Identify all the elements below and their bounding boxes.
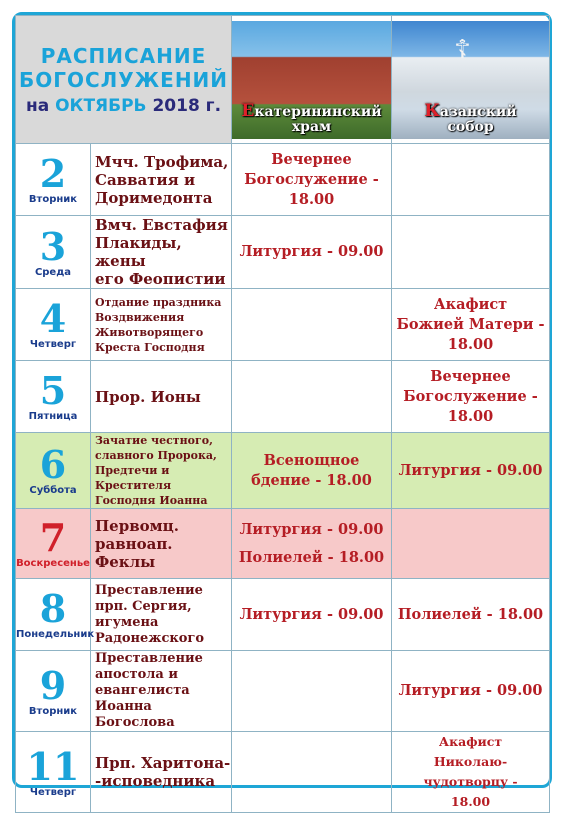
- feast-line: Плакиды, жены: [95, 234, 182, 270]
- church1-header: [232, 16, 392, 144]
- weekday: Воскресенье: [16, 558, 90, 569]
- feast-line: Прп. Харитона-: [95, 754, 231, 772]
- church2-photo: [392, 21, 549, 139]
- weekday: Пятница: [28, 411, 78, 422]
- feast-line: прп. Сергия,: [95, 598, 192, 614]
- feast-cell: [91, 289, 232, 361]
- day-number: 8: [39, 586, 67, 631]
- feast-line: Воздвижения: [95, 310, 185, 324]
- church2-service-cell: [392, 216, 550, 289]
- feast-line: Прор. Ионы: [95, 387, 201, 406]
- day-number: 9: [39, 662, 67, 708]
- service-line: Богослужение -: [403, 387, 538, 405]
- feast-line: славного Пророка,: [95, 449, 217, 462]
- schedule-row: [16, 144, 550, 216]
- feast-line: Господня Иоанна: [95, 494, 208, 507]
- church2-service-cell: [392, 732, 550, 813]
- feast-line: Первомц.: [95, 516, 179, 535]
- feast-cell: [91, 433, 232, 509]
- schedule-row: [16, 433, 550, 509]
- title-cell: [16, 16, 232, 144]
- schedule-table: [15, 15, 550, 813]
- day-number: 11: [26, 743, 80, 789]
- schedule-row: [16, 651, 550, 732]
- feast-cell: [91, 361, 232, 433]
- service-line: Божией Матери -: [396, 315, 545, 333]
- service-line: Литургия - 09.00: [398, 682, 543, 699]
- schedule-row: [16, 732, 550, 813]
- weekday: Вторник: [28, 194, 78, 205]
- header-row: [16, 16, 550, 144]
- feast-line: Отдание праздника: [95, 295, 222, 309]
- service-line: Литургия - 09.00: [239, 520, 384, 538]
- title-line2: БОГОСЛУЖЕНИЙ: [18, 67, 229, 92]
- weekday: Четверг: [29, 339, 77, 350]
- service-line: Николаю-чудотворцу -: [423, 754, 518, 789]
- feast-cell: [91, 216, 232, 289]
- feast-line: -исповедника: [95, 772, 216, 790]
- church1-photo: [232, 21, 391, 139]
- feast-line: Доримедонта: [95, 188, 213, 207]
- service-line: бдение - 18.00: [251, 471, 372, 489]
- church2-service-cell: [392, 361, 550, 433]
- feast-cell: [91, 509, 232, 579]
- weekday: Понедельник: [16, 629, 95, 640]
- schedule-row: [16, 289, 550, 361]
- weekday: Среда: [34, 266, 72, 278]
- day-cell: [16, 579, 95, 651]
- dome-icon: ☦: [454, 34, 471, 65]
- day-cell: [16, 144, 91, 216]
- feast-line: евангелиста: [95, 683, 190, 698]
- day-cell: [16, 509, 91, 579]
- service-line: Всенощное: [263, 451, 360, 469]
- church2-service-cell: [392, 289, 550, 361]
- feast-line: Животворящего: [95, 325, 204, 339]
- church2-service-cell: [392, 509, 550, 579]
- service-line: Акафист: [433, 295, 508, 313]
- church1-label: Екатерининский храм: [241, 100, 382, 135]
- feast-line: апостола и: [95, 667, 179, 682]
- weekday: Четверг: [29, 786, 77, 798]
- day-number: 5: [39, 368, 67, 413]
- service-line: 18.00: [447, 335, 494, 353]
- service-line: Акафист: [438, 734, 503, 749]
- day-number: 6: [39, 442, 67, 487]
- feast-line: Зачатие честного,: [95, 434, 213, 447]
- day-cell: [16, 433, 91, 509]
- church1-service-cell: [232, 289, 392, 361]
- day-cell: [16, 216, 91, 289]
- day-number: 4: [39, 296, 67, 341]
- church1-service-cell: [232, 433, 392, 509]
- subtitle-prefix: на: [25, 95, 50, 116]
- schedule-rows: [16, 144, 550, 813]
- feast-line: Иоанна Богослова: [95, 699, 175, 730]
- feast-line: Вмч. Евстафия: [95, 216, 228, 234]
- day-number: 3: [39, 223, 67, 269]
- service-line: 18.00: [450, 794, 491, 809]
- service-line: Литургия - 09.00: [239, 243, 384, 260]
- service-line: Вечернее: [271, 150, 352, 168]
- feast-line: игумена: [95, 614, 159, 630]
- feast-line: Мчч. Трофима,: [95, 152, 229, 171]
- church1-service-cell: [232, 732, 392, 813]
- feast-line: Предтечи и Крестителя: [95, 464, 172, 492]
- feast-line: Савватия и: [95, 170, 196, 189]
- church1-service-cell: [232, 361, 392, 433]
- schedule-row: [16, 579, 550, 651]
- church1-service-cell: [232, 144, 392, 216]
- schedule-row: [16, 361, 550, 433]
- weekday: Суббота: [29, 485, 77, 496]
- schedule-row: [16, 509, 550, 579]
- subtitle: [16, 96, 231, 116]
- service-line: Полиелей - 18.00: [397, 605, 544, 623]
- day-cell: [16, 289, 91, 361]
- weekday: Вторник: [28, 705, 78, 717]
- church1-service-cell: [232, 579, 392, 651]
- church2-service-cell: [392, 579, 550, 651]
- service-line: Литургия - 09.00: [398, 461, 543, 479]
- feast-line: его Феопистии: [95, 270, 226, 288]
- day-cell: [16, 361, 91, 433]
- church2-header: [392, 16, 550, 144]
- title-line1: РАСПИСАНИЕ: [40, 43, 207, 68]
- church2-service-cell: [392, 433, 550, 509]
- day-cell: [16, 651, 91, 732]
- service-line: 18.00: [288, 190, 335, 208]
- feast-cell: [91, 144, 232, 216]
- service-line: Богослужение -: [244, 170, 379, 188]
- schedule-row: [16, 216, 550, 289]
- service-line: 18.00: [447, 407, 494, 425]
- subtitle-month: ОКТЯБРЬ: [55, 95, 147, 116]
- service-line: Вечернее: [430, 367, 511, 385]
- church2-service-cell: [392, 651, 550, 732]
- subtitle-year: 2018 г.: [152, 95, 222, 116]
- feast-line: Преставление: [95, 651, 203, 666]
- feast-cell: [91, 579, 232, 651]
- feast-cell: [91, 732, 232, 813]
- church2-label: Казанский собор: [424, 100, 517, 135]
- feast-line: Креста Господня: [95, 340, 205, 354]
- church1-service-cell: [232, 216, 392, 289]
- service-line: Литургия - 09.00: [239, 605, 384, 623]
- day-number: 2: [39, 151, 67, 196]
- church1-service-cell: [232, 509, 392, 579]
- feast-cell: [91, 651, 232, 732]
- church1-service-cell: [232, 651, 392, 732]
- feast-line: Радонежского: [95, 630, 205, 646]
- schedule-frame: [12, 12, 552, 809]
- feast-line: Преставление: [95, 582, 203, 598]
- service-line: Полиелей - 18.00: [238, 548, 385, 566]
- church2-service-cell: [392, 144, 550, 216]
- day-number: 7: [39, 515, 67, 560]
- feast-line: равноап. Феклы: [95, 534, 173, 571]
- day-cell: [16, 732, 91, 813]
